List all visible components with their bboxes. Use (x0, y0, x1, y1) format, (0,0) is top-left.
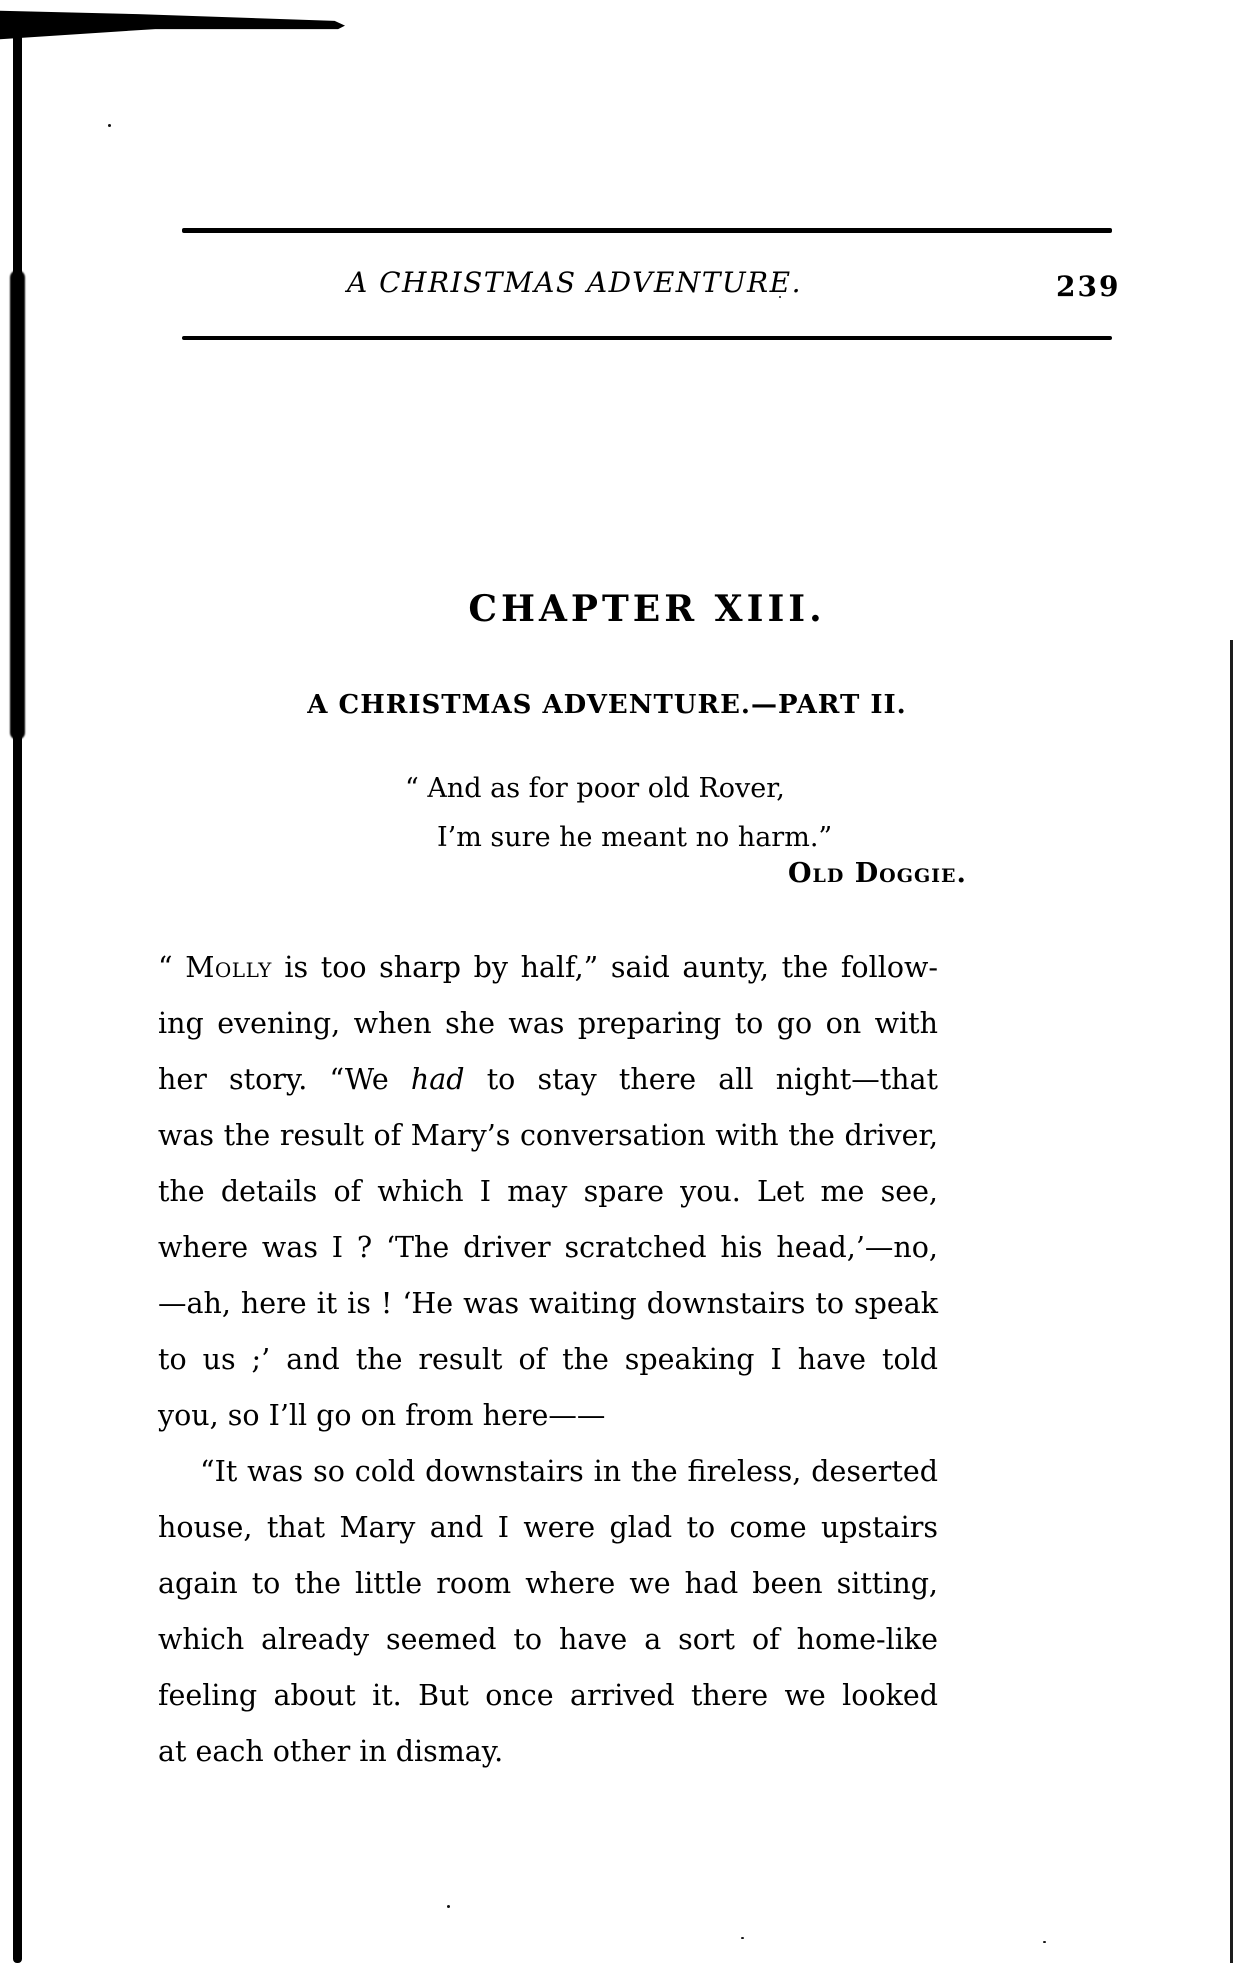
epigraph-attribution: Old Doggie. (788, 858, 967, 889)
body-line: you, so I’ll go on from here—— (158, 1399, 606, 1432)
chapter-subtitle: A CHRISTMAS ADVENTURE.—PART II. (307, 690, 907, 720)
body-line: her story. “We had to stay there all night—that (158, 1063, 938, 1096)
body-line: feeling about it. But once arrived there we looked (158, 1679, 938, 1712)
scan-artifact-right-edge (1230, 640, 1233, 1963)
body-line: house, that Mary and I were glad to come upstairs (158, 1511, 938, 1544)
page-number: 239 (1056, 270, 1121, 303)
scan-artifact-left-streak (10, 270, 25, 740)
epigraph (405, 764, 832, 862)
epigraph-line: I’m sure he meant no harm.” (437, 822, 833, 853)
body-line: where was I ? ‘The driver scratched his head,’—no, (158, 1231, 938, 1264)
scan-speck (447, 1905, 450, 1908)
body-line: which already seemed to have a sort of home-like (158, 1623, 938, 1656)
epigraph-line: “ And as for poor old Rover, (405, 773, 785, 804)
body-line: to us ;’ and the result of the speaking I have told (158, 1343, 938, 1376)
body-line: at each other in dismay. (158, 1735, 504, 1768)
body-line: ing evening, when she was preparing to go on with (158, 1007, 938, 1040)
body-line: was the result of Mary’s conversation with the driver, (158, 1119, 938, 1152)
body-line: “It was so cold downstairs in the fireless, deserted (200, 1455, 938, 1488)
body-text (158, 940, 938, 1780)
header-rule-bottom (182, 336, 1112, 340)
scan-speck (741, 1937, 744, 1939)
body-line: again to the little room where we had been sitting, (158, 1567, 938, 1600)
running-title: A CHRISTMAS ADVENTURE. (347, 266, 802, 299)
body-line: “ Molly is too sharp by half,” said aunty, the follow- (158, 951, 938, 984)
scan-artifact-top-band (0, 8, 345, 42)
body-line: the details of which I may spare you. Let me see, (158, 1175, 938, 1208)
header-rule-top (182, 228, 1112, 233)
scan-speck (108, 124, 111, 127)
scan-speck (1043, 1941, 1046, 1943)
body-line: —ah, here it is ! ‘He was waiting downstairs to speak (158, 1287, 938, 1320)
chapter-title: CHAPTER XIII. (468, 588, 826, 630)
